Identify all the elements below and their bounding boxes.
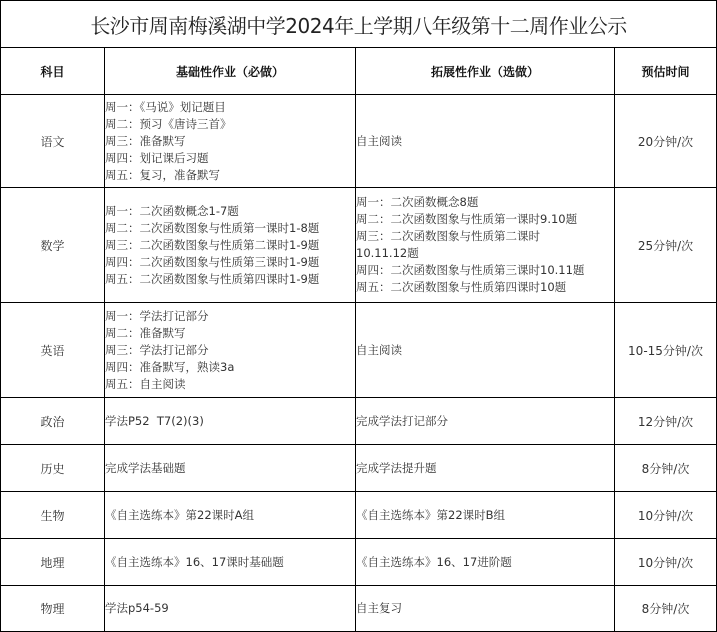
table-row [1,95,717,188]
extended-line: 周二：二次函数图象与性质第一课时9.10题 [356,212,578,226]
header-basic: 基础性作业（必做） [105,48,356,95]
extended-cell [356,303,615,398]
table-row [1,303,717,398]
extended-line: 《自主选练本》16、17进阶题 [356,554,512,569]
extended-line: 完成学法提升题 [356,460,437,475]
basic-line: 周二：准备默写 [105,325,186,340]
basic-cell [105,445,356,492]
table-row [1,539,717,586]
basic-line: 周一：学法打记部分 [105,308,209,323]
basic-line: 《自主选练本》第22课时A组 [105,507,254,522]
basic-cell [105,188,356,303]
basic-line: 《自主选练本》16、17课时基础题 [105,554,284,569]
basic-line: 周三：学法打记部分 [105,342,209,357]
extended-line: 自主阅读 [356,342,402,357]
basic-line: 周一：二次函数概念1-7题 [105,203,239,218]
basic-line: 周五：复习，准备默写 [105,167,220,182]
time-cell: 25分钟/次 [615,188,717,303]
subject-cell: 英语 [1,303,105,398]
extended-line: 周三：二次函数图象与性质第二课时 [356,229,540,243]
header-time: 预估时间 [615,48,717,95]
subject-cell: 政治 [1,398,105,445]
time-cell: 10分钟/次 [615,492,717,539]
basic-line: 周三：准备默写 [105,133,186,148]
table-row [1,398,717,445]
table-row [1,188,717,303]
extended-line: 完成学法打记部分 [356,413,448,428]
basic-line: 周一：《马说》划记题目 [105,99,226,114]
extended-cell [356,492,615,539]
subject-cell: 语文 [1,95,105,188]
basic-line: 周五：自主阅读 [105,376,186,391]
basic-line: 周三：二次函数图象与性质第二课时1-9题 [105,237,320,252]
basic-line: 周四：划记课后习题 [105,150,209,165]
header-subject: 科目 [1,48,105,95]
subject-cell: 生物 [1,492,105,539]
basic-line: 周二：二次函数图象与性质第一课时1-8题 [105,220,320,235]
basic-line: 完成学法基础题 [105,460,186,475]
header-extended: 拓展性作业（选做） [356,48,615,95]
extended-line: 周五：二次函数图象与性质第四课时10题 [356,280,567,294]
extended-cell [356,445,615,492]
extended-line: 周四：二次函数图象与性质第三课时10.11题 [356,263,585,277]
page-title: 长沙市周南梅溪湖中学2024年上学期八年级第十二周作业公示 [1,1,717,48]
basic-line: 学法p54-59 [105,601,169,615]
basic-line: 学法P52 T7(2)(3) [105,413,204,428]
table-row [1,492,717,539]
basic-cell [105,303,356,398]
extended-cell [356,586,615,632]
basic-line: 周四：二次函数图象与性质第三课时1-9题 [105,254,320,269]
extended-cell [356,95,615,188]
basic-line: 周二：预习《唐诗三首》 [105,116,232,131]
extended-line: 自主复习 [356,601,402,615]
time-cell: 10分钟/次 [615,539,717,586]
subject-cell: 地理 [1,539,105,586]
table-row [1,586,717,632]
extended-line: 周一：二次函数概念8题 [356,195,479,209]
basic-line: 周五：二次函数图象与性质第四课时1-9题 [105,271,320,286]
time-cell: 8分钟/次 [615,445,717,492]
subject-cell: 数学 [1,188,105,303]
basic-cell [105,398,356,445]
time-cell: 12分钟/次 [615,398,717,445]
basic-cell [105,539,356,586]
basic-cell [105,492,356,539]
extended-cell [356,539,615,586]
subject-cell: 历史 [1,445,105,492]
extended-line: 自主阅读 [356,133,402,148]
header-row [1,48,717,95]
time-cell: 10-15分钟/次 [615,303,717,398]
basic-cell [105,586,356,632]
extended-line: 10.11.12题 [356,246,419,260]
table-row [1,445,717,492]
basic-cell [105,95,356,188]
basic-line: 周四：准备默写，熟读3a [105,359,235,374]
extended-line: 《自主选练本》第22课时B组 [356,507,506,522]
extended-cell [356,188,615,303]
time-cell: 20分钟/次 [615,95,717,188]
title-row [1,1,717,48]
time-cell: 8分钟/次 [615,586,717,632]
extended-cell [356,398,615,445]
subject-cell: 物理 [1,586,105,632]
